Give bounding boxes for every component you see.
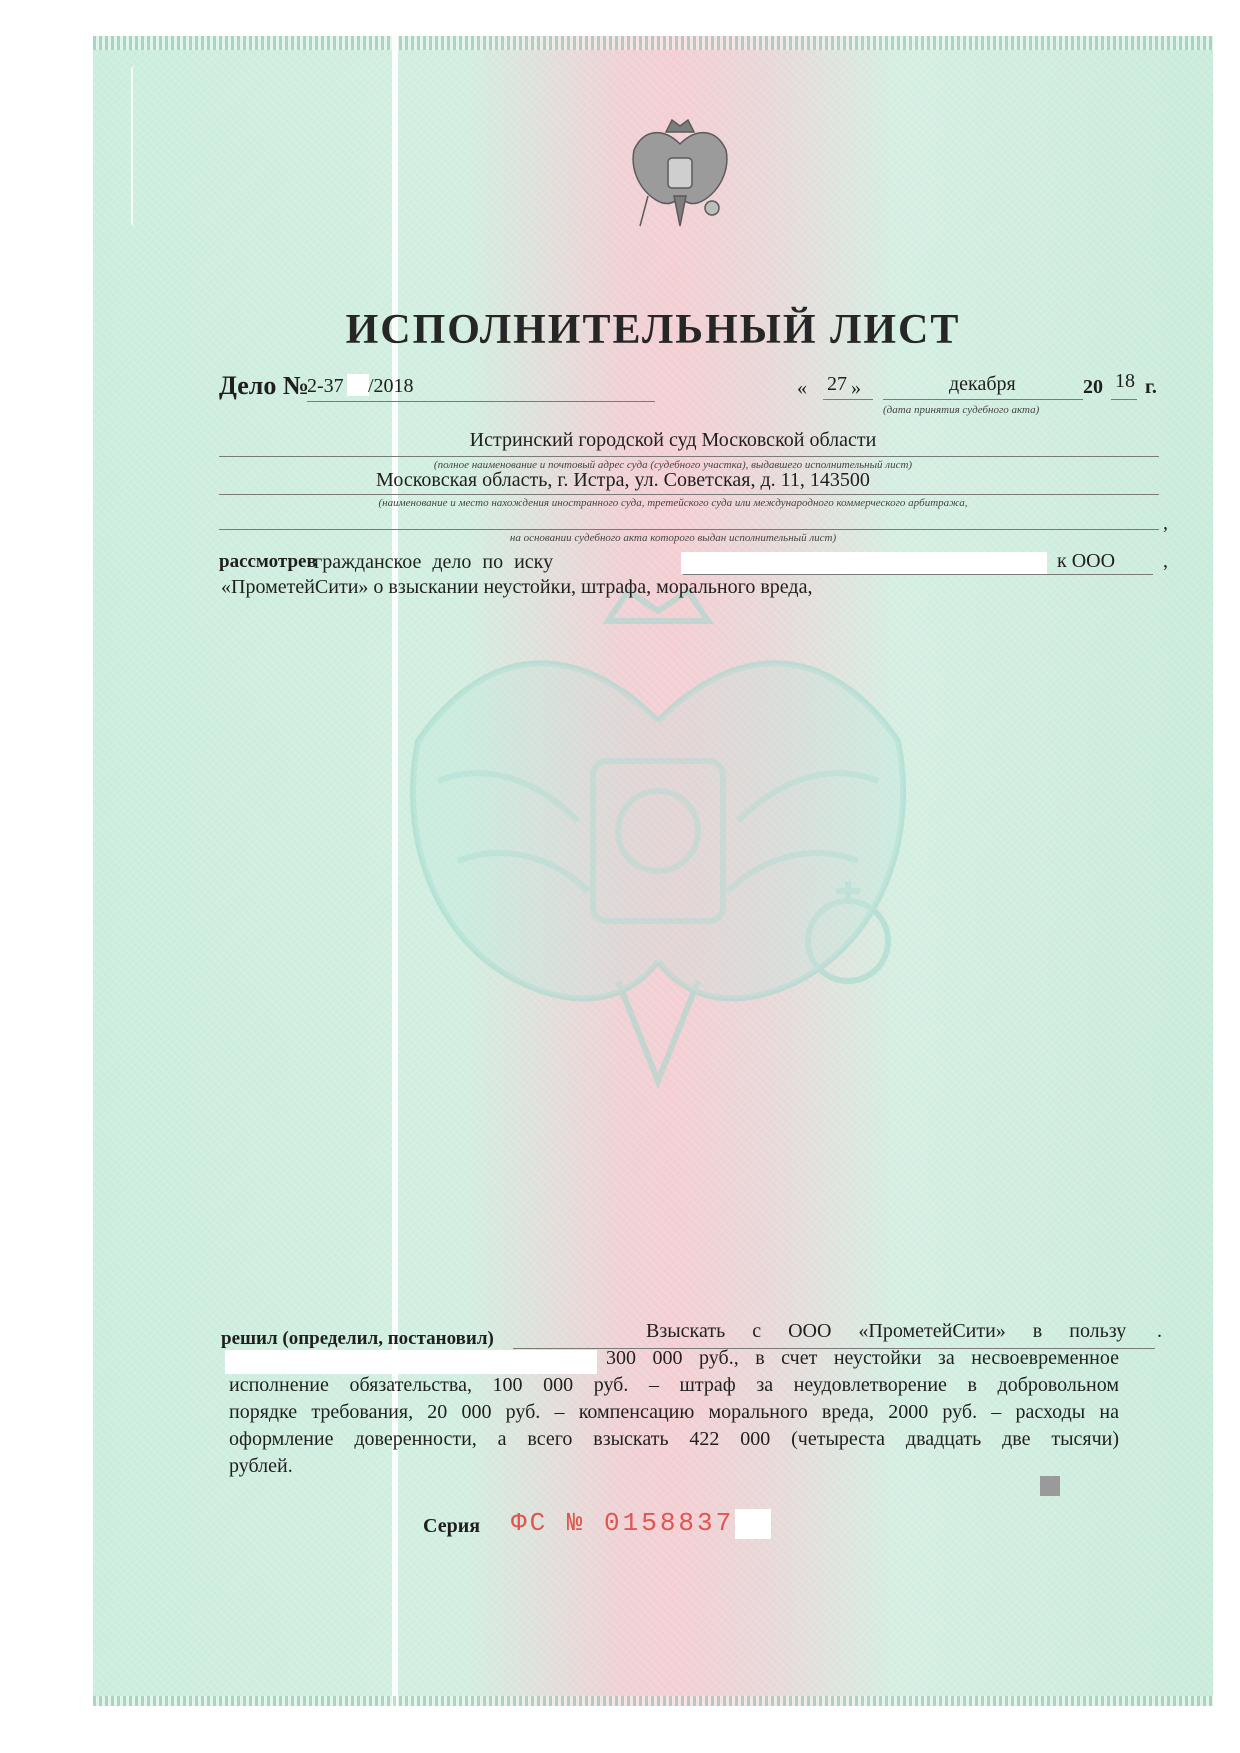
court-name: Истринский городской суд Московской области (469, 429, 877, 451)
redacted-case-digits (347, 374, 369, 396)
basis-underline (219, 529, 1159, 530)
redacted-plaintiff-name (681, 552, 1047, 574)
case-number-underline (307, 401, 655, 402)
date-year-prefix: 20 (1083, 376, 1103, 398)
case-number-start: 2-37 (307, 375, 344, 397)
court-name-caption: (полное наименование и почтовый адрес суда (судебного участка), выдавшего исполнительный лист) (433, 459, 913, 471)
considered-text: гражданское дело по иску (314, 551, 554, 573)
considered-comma: , (1163, 550, 1168, 572)
considered-label: рассмотрев (219, 551, 317, 572)
decided-label: решил (определил, постановил) (221, 1328, 494, 1349)
day-underline (823, 399, 873, 400)
date-month: декабря (949, 373, 1016, 395)
decision-line-2: исполнение обязательства, 100 000 руб. – штраф за неудовлетворение в добровольном (229, 1374, 1119, 1396)
defendant-prefix: к ООО (1057, 550, 1116, 572)
decided-dot: . (1157, 1320, 1162, 1342)
corner-mark (1040, 1476, 1060, 1496)
redacted-beneficiary-name (225, 1350, 597, 1374)
date-day: 27 (827, 373, 847, 395)
decision-line-5: рублей. (229, 1455, 293, 1477)
case-number-end: /2018 (368, 375, 414, 397)
date-year-g: г. (1145, 376, 1157, 398)
date-quote-open: « (797, 377, 807, 399)
date-caption: (дата принятия судебного акта) (883, 404, 1040, 416)
decision-line-3: порядке требования, 20 000 руб. – компенсацию морального вреда, 2000 руб. – расходы на (229, 1401, 1119, 1423)
series-label: Серия (423, 1515, 481, 1537)
date-quote-close: » (851, 377, 861, 399)
decision-line-1: 300 000 руб., в счет неустойки за несвоевременное (606, 1347, 1119, 1369)
year-underline (1111, 399, 1137, 400)
document-title: ИСПОЛНИТЕЛЬНЫЙ ЛИСТ (345, 307, 961, 353)
plaintiff-underline (683, 574, 1153, 575)
coat-of-arms-emblem (630, 116, 730, 241)
decision-line-4: оформление доверенности, а всего взыскать 422 000 (четыреста двадцать две тысячи) (229, 1428, 1119, 1450)
watermark-eagle-emblem (378, 581, 938, 1101)
basis-caption: на основании судебного акта которого выдан исполнительный лист) (509, 532, 837, 544)
series-number: ФС № 0158837 (511, 1508, 735, 1538)
decided-lead-text: Взыскать с ООО «ПрометейСити» в пользу (646, 1320, 1127, 1342)
considered-claim-text: «ПрометейСити» о взыскании неустойки, штрафа, морального вреда, (221, 576, 813, 598)
redacted-series-digit (735, 1509, 771, 1539)
staple-mark (131, 66, 141, 226)
foreign-court-caption: (наименование и место нахождения иностранного суда, третейского суда или международного коммерческого арбитража, (378, 497, 968, 509)
date-year-suffix: 18 (1115, 370, 1135, 392)
writ-sheet (93, 36, 1213, 1706)
month-underline (883, 399, 1083, 400)
basis-comma: , (1163, 512, 1168, 534)
court-address-underline (219, 494, 1159, 495)
case-number-label: Дело № (219, 371, 309, 400)
court-name-underline (219, 456, 1159, 457)
court-address: Московская область, г. Истра, ул. Советская, д. 11, 143500 (376, 469, 870, 491)
